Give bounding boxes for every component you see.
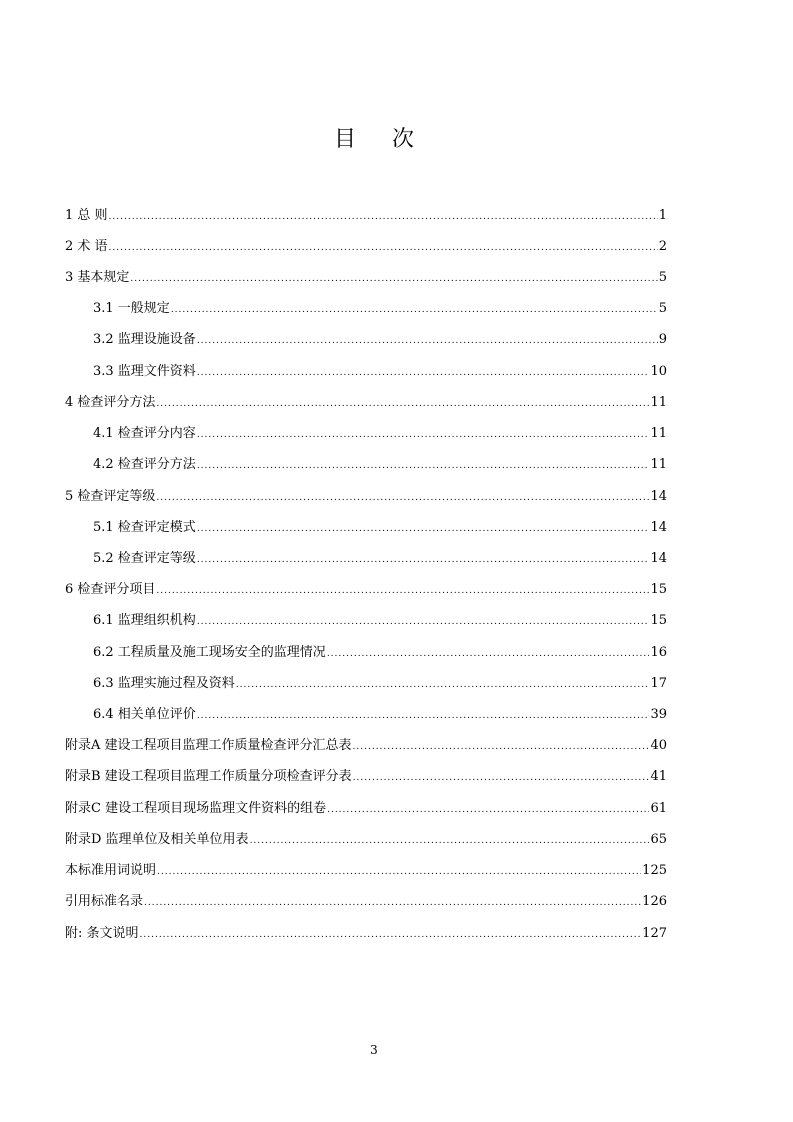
- toc-entry-page: 5: [658, 270, 667, 285]
- toc-entry-page: 65: [650, 832, 667, 847]
- toc-entry-appendix-d[interactable]: [65, 830, 667, 850]
- toc-entry-label: 6.2 工程质量及施工现场安全的监理情况: [93, 645, 326, 660]
- toc-dot-leader: [197, 519, 650, 539]
- toc-entry-label: 3 基本规定: [65, 270, 130, 285]
- toc-entry-clause-explanation[interactable]: [65, 924, 667, 944]
- toc-entry-page: 15: [650, 613, 667, 628]
- toc-entry-page: 14: [650, 520, 667, 535]
- toc-entry-page: 10: [650, 364, 667, 379]
- toc-entry-label: 4.1 检查评分内容: [93, 426, 196, 441]
- toc-entry-6-4[interactable]: [93, 705, 667, 725]
- toc-title: [0, 122, 748, 153]
- toc-entry-label: 3.2 监理设施设备: [93, 332, 196, 347]
- toc-entry-5-2[interactable]: [93, 549, 667, 569]
- toc-entry-2[interactable]: [65, 237, 667, 257]
- toc-entry-label: 1 总 则: [65, 208, 108, 223]
- toc-entry-page: 14: [650, 551, 667, 566]
- toc-entry-label: 附: 条文说明: [65, 926, 139, 941]
- toc-title-char-1: 目: [333, 127, 356, 152]
- toc-dot-leader: [144, 893, 641, 913]
- toc-entry-page: 1: [658, 208, 667, 223]
- toc-entry-4-2[interactable]: [93, 455, 667, 475]
- toc-dot-leader: [197, 331, 658, 351]
- toc-entry-label: 5.2 检查评定等级: [93, 551, 196, 566]
- toc-entry-3-1[interactable]: [93, 299, 667, 319]
- toc-entry-appendix-a[interactable]: [65, 736, 667, 756]
- toc-entry-appendix-c[interactable]: [65, 799, 667, 819]
- toc-entry-page: 127: [642, 926, 667, 941]
- toc-entry-page: 11: [650, 395, 667, 410]
- toc-dot-leader: [197, 363, 650, 383]
- toc-dot-leader: [130, 269, 657, 289]
- toc-entry-referenced-standards[interactable]: [65, 892, 667, 912]
- toc-dot-leader: [353, 768, 650, 788]
- toc-entry-3[interactable]: [65, 268, 667, 288]
- toc-dot-leader: [197, 550, 650, 570]
- toc-entry-label: 附录A 建设工程项目监理工作质量检查评分汇总表: [65, 738, 352, 753]
- toc-entry-label: 5.1 检查评定模式: [93, 520, 196, 535]
- toc-entry-page: 16: [650, 645, 667, 660]
- toc-entry-4-1[interactable]: [93, 424, 667, 444]
- toc-entry-label: 本标准用词说明: [65, 863, 157, 878]
- toc-dot-leader: [171, 300, 658, 320]
- toc-dot-leader: [250, 831, 650, 851]
- toc-entry-label: 4 检查评分方法: [65, 395, 156, 410]
- toc-dot-leader: [156, 488, 649, 508]
- toc-entry-3-3[interactable]: [93, 362, 667, 382]
- toc-entry-page: 125: [642, 863, 667, 878]
- toc-dot-leader: [197, 425, 650, 445]
- toc-dot-leader: [327, 644, 650, 664]
- toc-entry-page: 9: [658, 332, 667, 347]
- toc-entry-page: 11: [650, 457, 667, 472]
- toc-entry-label: 4.2 检查评分方法: [93, 457, 196, 472]
- page-number: 3: [370, 1043, 378, 1057]
- toc-entry-label: 附录B 建设工程项目监理工作质量分项检查评分表: [65, 769, 352, 784]
- toc-entry-page: 14: [650, 489, 667, 504]
- toc-dot-leader: [327, 800, 649, 820]
- toc-entry-wording-notes[interactable]: [65, 861, 667, 881]
- toc-dot-leader: [109, 238, 658, 258]
- toc-entry-page: 40: [650, 738, 667, 753]
- toc-entry-label: 6.3 监理实施过程及资料: [93, 676, 235, 691]
- toc-entry-label: 附录C 建设工程项目现场监理文件资料的组卷: [65, 801, 327, 816]
- toc-dot-leader: [156, 581, 649, 601]
- toc-entry-page: 11: [650, 426, 667, 441]
- toc-entry-page: 15: [650, 582, 667, 597]
- toc-entry-label: 3.3 监理文件资料: [93, 364, 196, 379]
- toc-entry-label: 6.1 监理组织机构: [93, 613, 196, 628]
- toc-dot-leader: [353, 737, 650, 757]
- toc-entry-label: 6.4 相关单位评价: [93, 707, 196, 722]
- toc-entry-label: 5 检查评定等级: [65, 489, 156, 504]
- toc-entry-6[interactable]: [65, 580, 667, 600]
- toc-entry-label: 3.1 一般规定: [93, 301, 170, 316]
- toc-entry-6-3[interactable]: [93, 674, 667, 694]
- toc-entry-page: 17: [650, 676, 667, 691]
- toc-dot-leader: [109, 207, 658, 227]
- toc-entry-label: 附录D 监理单位及相关单位用表: [65, 832, 249, 847]
- toc-entry-page: 126: [642, 894, 667, 909]
- toc-entry-6-2[interactable]: [93, 643, 667, 663]
- toc-dot-leader: [236, 675, 650, 695]
- toc-entry-label: 引用标准名录: [65, 894, 144, 909]
- toc-dot-leader: [157, 862, 641, 882]
- toc-dot-leader: [197, 612, 650, 632]
- toc-entry-6-1[interactable]: [93, 611, 667, 631]
- toc-entry-page: 61: [650, 801, 667, 816]
- toc-entry-page: 5: [658, 301, 667, 316]
- toc-entry-page: 41: [650, 769, 667, 784]
- toc-entry-5[interactable]: [65, 487, 667, 507]
- toc-entry-5-1[interactable]: [93, 518, 667, 538]
- toc-dot-leader: [140, 925, 642, 945]
- toc-entry-label: 6 检查评分项目: [65, 582, 156, 597]
- toc-entry-3-2[interactable]: [93, 330, 667, 350]
- toc-entry-1[interactable]: [65, 206, 667, 226]
- toc-entry-label: 2 术 语: [65, 239, 108, 254]
- toc-dot-leader: [156, 394, 649, 414]
- toc-entry-page: 39: [650, 707, 667, 722]
- toc-title-char-2: 次: [392, 127, 415, 152]
- toc-entry-appendix-b[interactable]: [65, 767, 667, 787]
- toc-entry-4[interactable]: [65, 393, 667, 413]
- toc-dot-leader: [197, 456, 650, 476]
- toc-dot-leader: [197, 706, 650, 726]
- toc-entry-page: 2: [658, 239, 667, 254]
